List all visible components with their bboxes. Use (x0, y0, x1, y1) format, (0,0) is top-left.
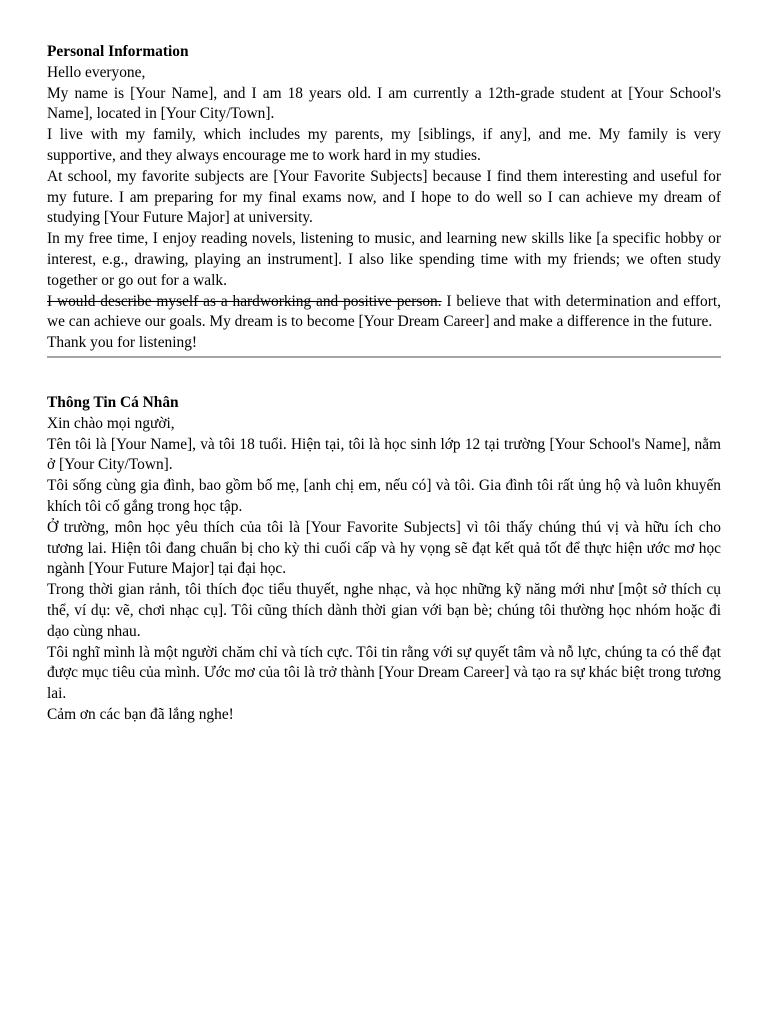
english-section (47, 42, 721, 354)
vietnamese-section (47, 393, 721, 726)
paragraph-english-2: I live with my family, which includes my parents, my [siblings, if any], and me. My family is very supportive, and they always encourage me to work hard in my studies. (47, 126, 721, 164)
paragraph-english-1: My name is [Your Name], and I am 18 years old. I am currently a 12th-grade student at [Your School's Name], located in [Your City/Town]. (47, 84, 721, 123)
thanks-vietnamese: Cảm ơn các bạn đã lắng nghe! (47, 705, 234, 723)
paragraph-english-3: At school, my favorite subjects are [Your Favorite Subjects] because I find them interesting and useful for my future. I am preparing for my final exams now, and I hope to do well so I can achieve my dream of studying [Your Future Major] at university. (47, 167, 721, 227)
section-title-english: Personal Information (47, 43, 189, 60)
paragraph-vietnamese-2: Tôi sống cùng gia đình, bao gồm bố mẹ, [anh chị em, nếu có] và tôi. Gia đình tôi rất ủng hộ và luôn khuyến khích tôi cố gắng trong học tập. (47, 477, 721, 515)
section-title-vietnamese: Thông Tin Cá Nhân (47, 393, 179, 411)
spacer (47, 358, 721, 393)
paragraph-vietnamese-3: Ở trường, môn học yêu thích của tôi là [Your Favorite Subjects] vì tôi thấy chúng thú vị và hữu ích cho tương lai. Hiện tôi đang chuẩn bị cho kỳ thi cuối cấp và hy vọng sẽ đạt kết quả tốt để thực hiện ước mơ học ngành [Your Future Major] tại đại học. (47, 518, 721, 578)
document-page (47, 42, 721, 726)
struck-sentence: I would describe myself as a hardworking and positive person. (47, 292, 442, 310)
paragraph-english-5 (47, 292, 721, 334)
closing-text-english: I believe that with determination and effort, we can achieve our goals. My dream is to become [Your Dream Career] and make a difference in the future. (47, 292, 721, 331)
greeting-english: Hello everyone, (47, 63, 146, 81)
greeting-vietnamese: Xin chào mọi người, (47, 414, 175, 432)
paragraph-vietnamese-4: Trong thời gian rảnh, tôi thích đọc tiểu thuyết, nghe nhạc, và học những kỹ năng mới như [một sở thích cụ thể, ví dụ: vẽ, chơi nhạc cụ]. Tôi cũng thích dành thời gian với bạn bè; chúng tôi thường học nhóm hoặc đi dạo cùng nhau. (47, 581, 721, 640)
paragraph-vietnamese-5: Tôi nghĩ mình là một người chăm chỉ và tích cực. Tôi tin rằng với sự quyết tâm và nỗ lực, chúng ta có thể đạt được mục tiêu của mình. Ước mơ của tôi là trở thành [Your Dream Career] và tạo ra sự khác biệt trong tương lai. (47, 643, 721, 703)
thanks-english: Thank you for listening! (47, 334, 198, 352)
paragraph-vietnamese-1: Tên tôi là [Your Name], và tôi 18 tuổi. Hiện tại, tôi là học sinh lớp 12 tại trường [Your School's Name], nằm ở [Your City/Town]. (47, 435, 721, 474)
paragraph-english-4: In my free time, I enjoy reading novels, listening to music, and learning new skills like [a specific hobby or interest, e.g., drawing, playing an instrument]. I also like spending time with my friends; we often study together or go out for a walk. (47, 230, 721, 289)
